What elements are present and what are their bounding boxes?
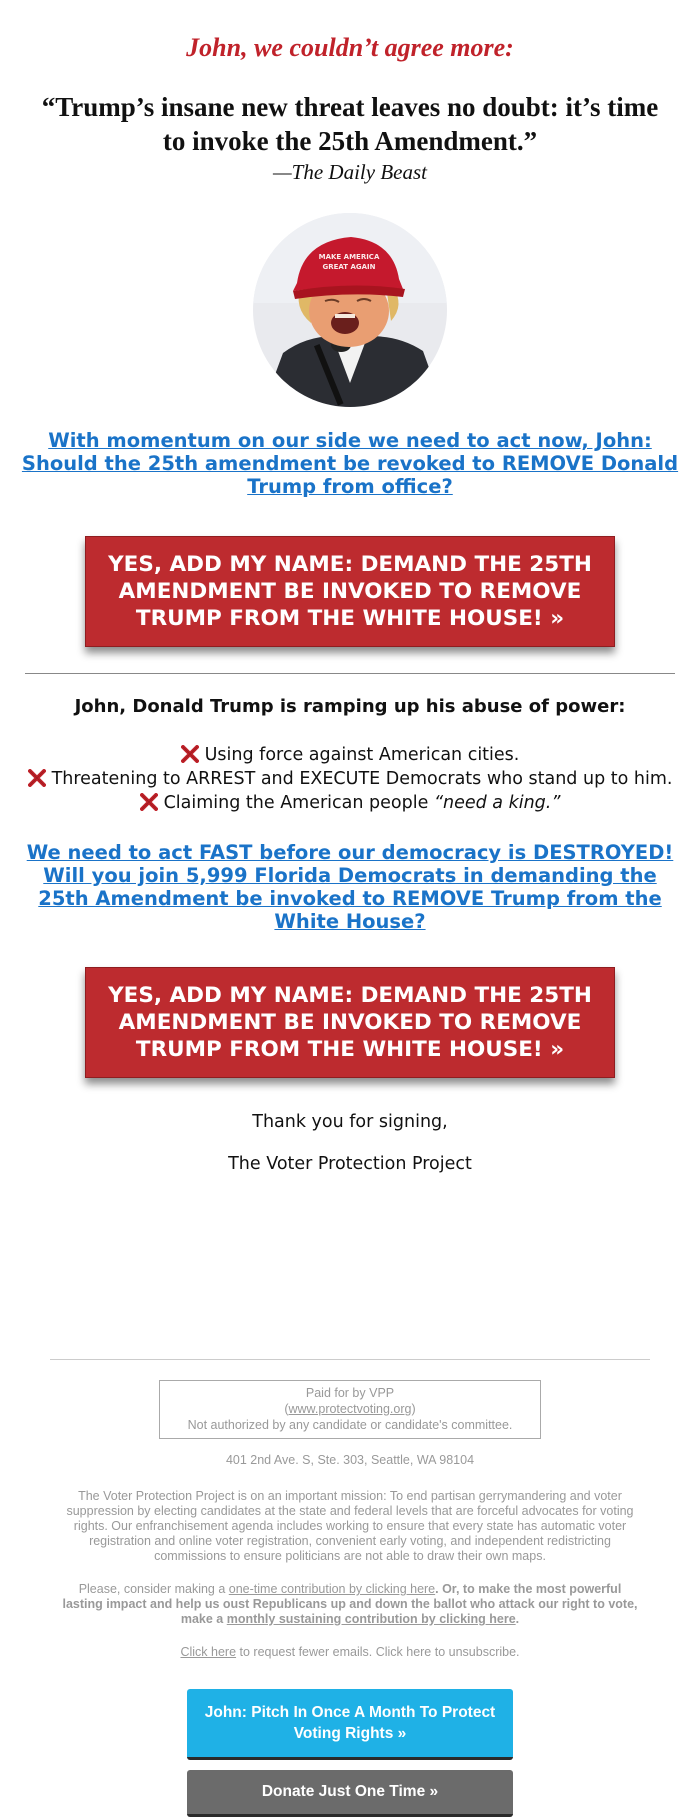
red-x-icon <box>28 769 46 787</box>
signoff-text: The Voter Protection Project <box>228 1154 472 1174</box>
pull-quote: “Trump’s insane new threat leaves no doubt: it’s time to invoke the 25th Amendment.” <box>41 92 659 156</box>
vpp-website-link[interactable]: www.protectvoting.org <box>288 1402 412 1416</box>
one-time-donate-button[interactable]: Donate Just One Time » <box>187 1770 513 1817</box>
paren-open: ( <box>284 1402 289 1416</box>
one-time-contribution-link[interactable]: one-time contribution by clicking here <box>228 1582 436 1596</box>
sub-headline: John, Donald Trump is ramping up his abuse of power: <box>74 696 626 717</box>
red-x-icon <box>140 793 158 811</box>
footer-divider <box>50 1359 650 1360</box>
please-bold: . Or, to make the most powerful lasting impact and help us oust Republicans up and down the ballot who attack our right to vote, make a <box>62 1582 638 1626</box>
headline: John, we couldn’t agree more: <box>186 33 514 62</box>
bullet-text: Claiming the American people <box>163 793 434 813</box>
unsubscribe-text: to request fewer emails. Click here to unsubscribe. <box>236 1645 520 1659</box>
list-item <box>0 767 700 791</box>
paren-close: ) <box>411 1402 416 1416</box>
ask-link-join[interactable]: We need to act FAST before our democracy is DESTROYED! Will you join 5,999 Florida Democrats in demanding the 25th Amendment be invoked to REMOVE Trump from the White House? <box>26 841 674 933</box>
hat-text-1: MAKE AMERICA <box>318 253 380 261</box>
mission-statement: The Voter Protection Project is on an important mission: To end partisan gerrymandering and voter suppression by electing candidates at the state and federal levels that are forceful advocates for voting rights. Our enfranchisement agenda includes working to ensure that every state has automatic voter registration and online voter registration, convenient early voting, and independent redistricting commissions to ensure politicians are not able to draw their own maps. <box>66 1489 634 1563</box>
ask-link-revoke[interactable]: With momentum on our side we need to act now, John: Should the 25th amendment be revoked to REMOVE Donald Trump from office? <box>21 429 679 498</box>
bullet-text: Using force against American cities. <box>204 745 520 765</box>
contribution-paragraph <box>62 1582 638 1627</box>
please-end: . <box>515 1612 520 1626</box>
mailing-address: 401 2nd Ave. S, Ste. 303, Seattle, WA 98104 <box>225 1453 475 1467</box>
abuse-list <box>0 743 700 815</box>
fewer-emails-link[interactable]: Click here <box>180 1645 237 1659</box>
quote-attribution: —The Daily Beast <box>273 160 427 184</box>
please-prefix: Please, consider making a <box>78 1582 229 1596</box>
list-item <box>0 791 700 815</box>
paid-for-box <box>159 1380 541 1439</box>
monthly-donate-button[interactable]: John: Pitch In Once A Month To Protect Voting Rights » <box>187 1689 513 1760</box>
unsubscribe-line <box>0 1645 700 1659</box>
red-x-icon <box>181 745 199 763</box>
list-item <box>0 743 700 767</box>
hat-text-2: GREAT AGAIN <box>322 263 376 271</box>
bullet-quote: “need a king.” <box>433 793 561 813</box>
trump-photo <box>253 213 447 407</box>
cta-add-name-button-top[interactable]: YES, ADD MY NAME: DEMAND THE 25TH AMENDMENT BE INVOKED TO REMOVE TRUMP FROM THE WHITE HOUSE! » <box>85 536 615 647</box>
paid-line: Paid for by VPP <box>305 1386 395 1400</box>
bullet-text: Threatening to ARREST and EXECUTE Democrats who stand up to him. <box>51 769 673 789</box>
paid-disclaimer: Not authorized by any candidate or candidate's committee. <box>187 1418 513 1432</box>
section-divider <box>25 673 675 674</box>
monthly-contribution-link[interactable]: monthly sustaining contribution by clicking here <box>226 1612 516 1626</box>
thanks-text: Thank you for signing, <box>252 1112 448 1132</box>
cta-add-name-button-bottom[interactable]: YES, ADD MY NAME: DEMAND THE 25TH AMENDMENT BE INVOKED TO REMOVE TRUMP FROM THE WHITE HOUSE! » <box>85 967 615 1078</box>
